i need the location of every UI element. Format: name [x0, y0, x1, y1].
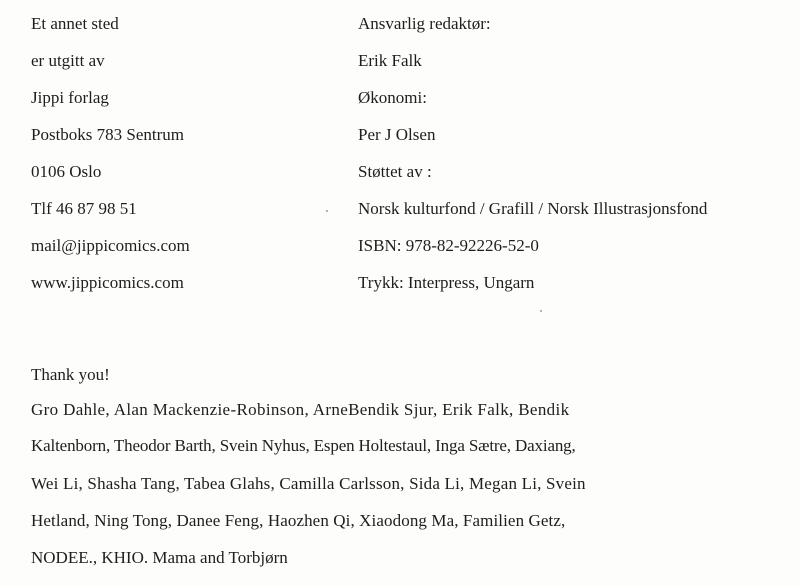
- isbn-line: ISBN: 978-82-92226-52-0: [358, 236, 539, 255]
- thanks-line: Gro Dahle, Alan Mackenzie-Robinson, ArneBendik Sjur, Erik Falk, Bendik: [31, 400, 570, 419]
- economy-label: Økonomi:: [358, 88, 427, 107]
- thanks-line: Hetland, Ning Tong, Danee Feng, Haozhen Qi, Xiaodong Ma, Familien Getz,: [31, 511, 566, 530]
- scan-speck: [326, 210, 328, 212]
- phone-number: Tlf 46 87 98 51: [31, 199, 137, 218]
- thanks-heading: Thank you!: [31, 365, 110, 384]
- print-line: Trykk: Interpress, Ungarn: [358, 273, 535, 292]
- thanks-line: Kaltenborn, Theodor Barth, Svein Nyhus, Espen Holtestaul, Inga Sætre, Daxiang,: [31, 436, 576, 455]
- thanks-line: NODEE., KHIO. Mama and Torbjørn: [31, 548, 288, 567]
- scan-speck: [540, 310, 542, 312]
- published-by-line: er utgitt av: [31, 51, 105, 70]
- website-address: www.jippicomics.com: [31, 273, 184, 292]
- book-title-line: Et annet sted: [31, 14, 119, 33]
- editor-name: Erik Falk: [358, 51, 422, 70]
- supported-by-label: Støttet av :: [358, 162, 432, 181]
- publisher-name: Jippi forlag: [31, 88, 109, 107]
- postal-box: Postboks 783 Sentrum: [31, 125, 185, 144]
- editor-label: Ansvarlig redaktør:: [358, 14, 491, 33]
- email-address: mail@jippicomics.com: [31, 236, 190, 255]
- postal-city: 0106 Oslo: [31, 162, 102, 181]
- economy-name: Per J Olsen: [358, 125, 436, 144]
- thanks-line: Wei Li, Shasha Tang, Tabea Glahs, Camilla Carlsson, Sida Li, Megan Li, Svein: [31, 474, 586, 493]
- supporters-list: Norsk kulturfond / Grafill / Norsk Illustrasjonsfond: [358, 199, 708, 218]
